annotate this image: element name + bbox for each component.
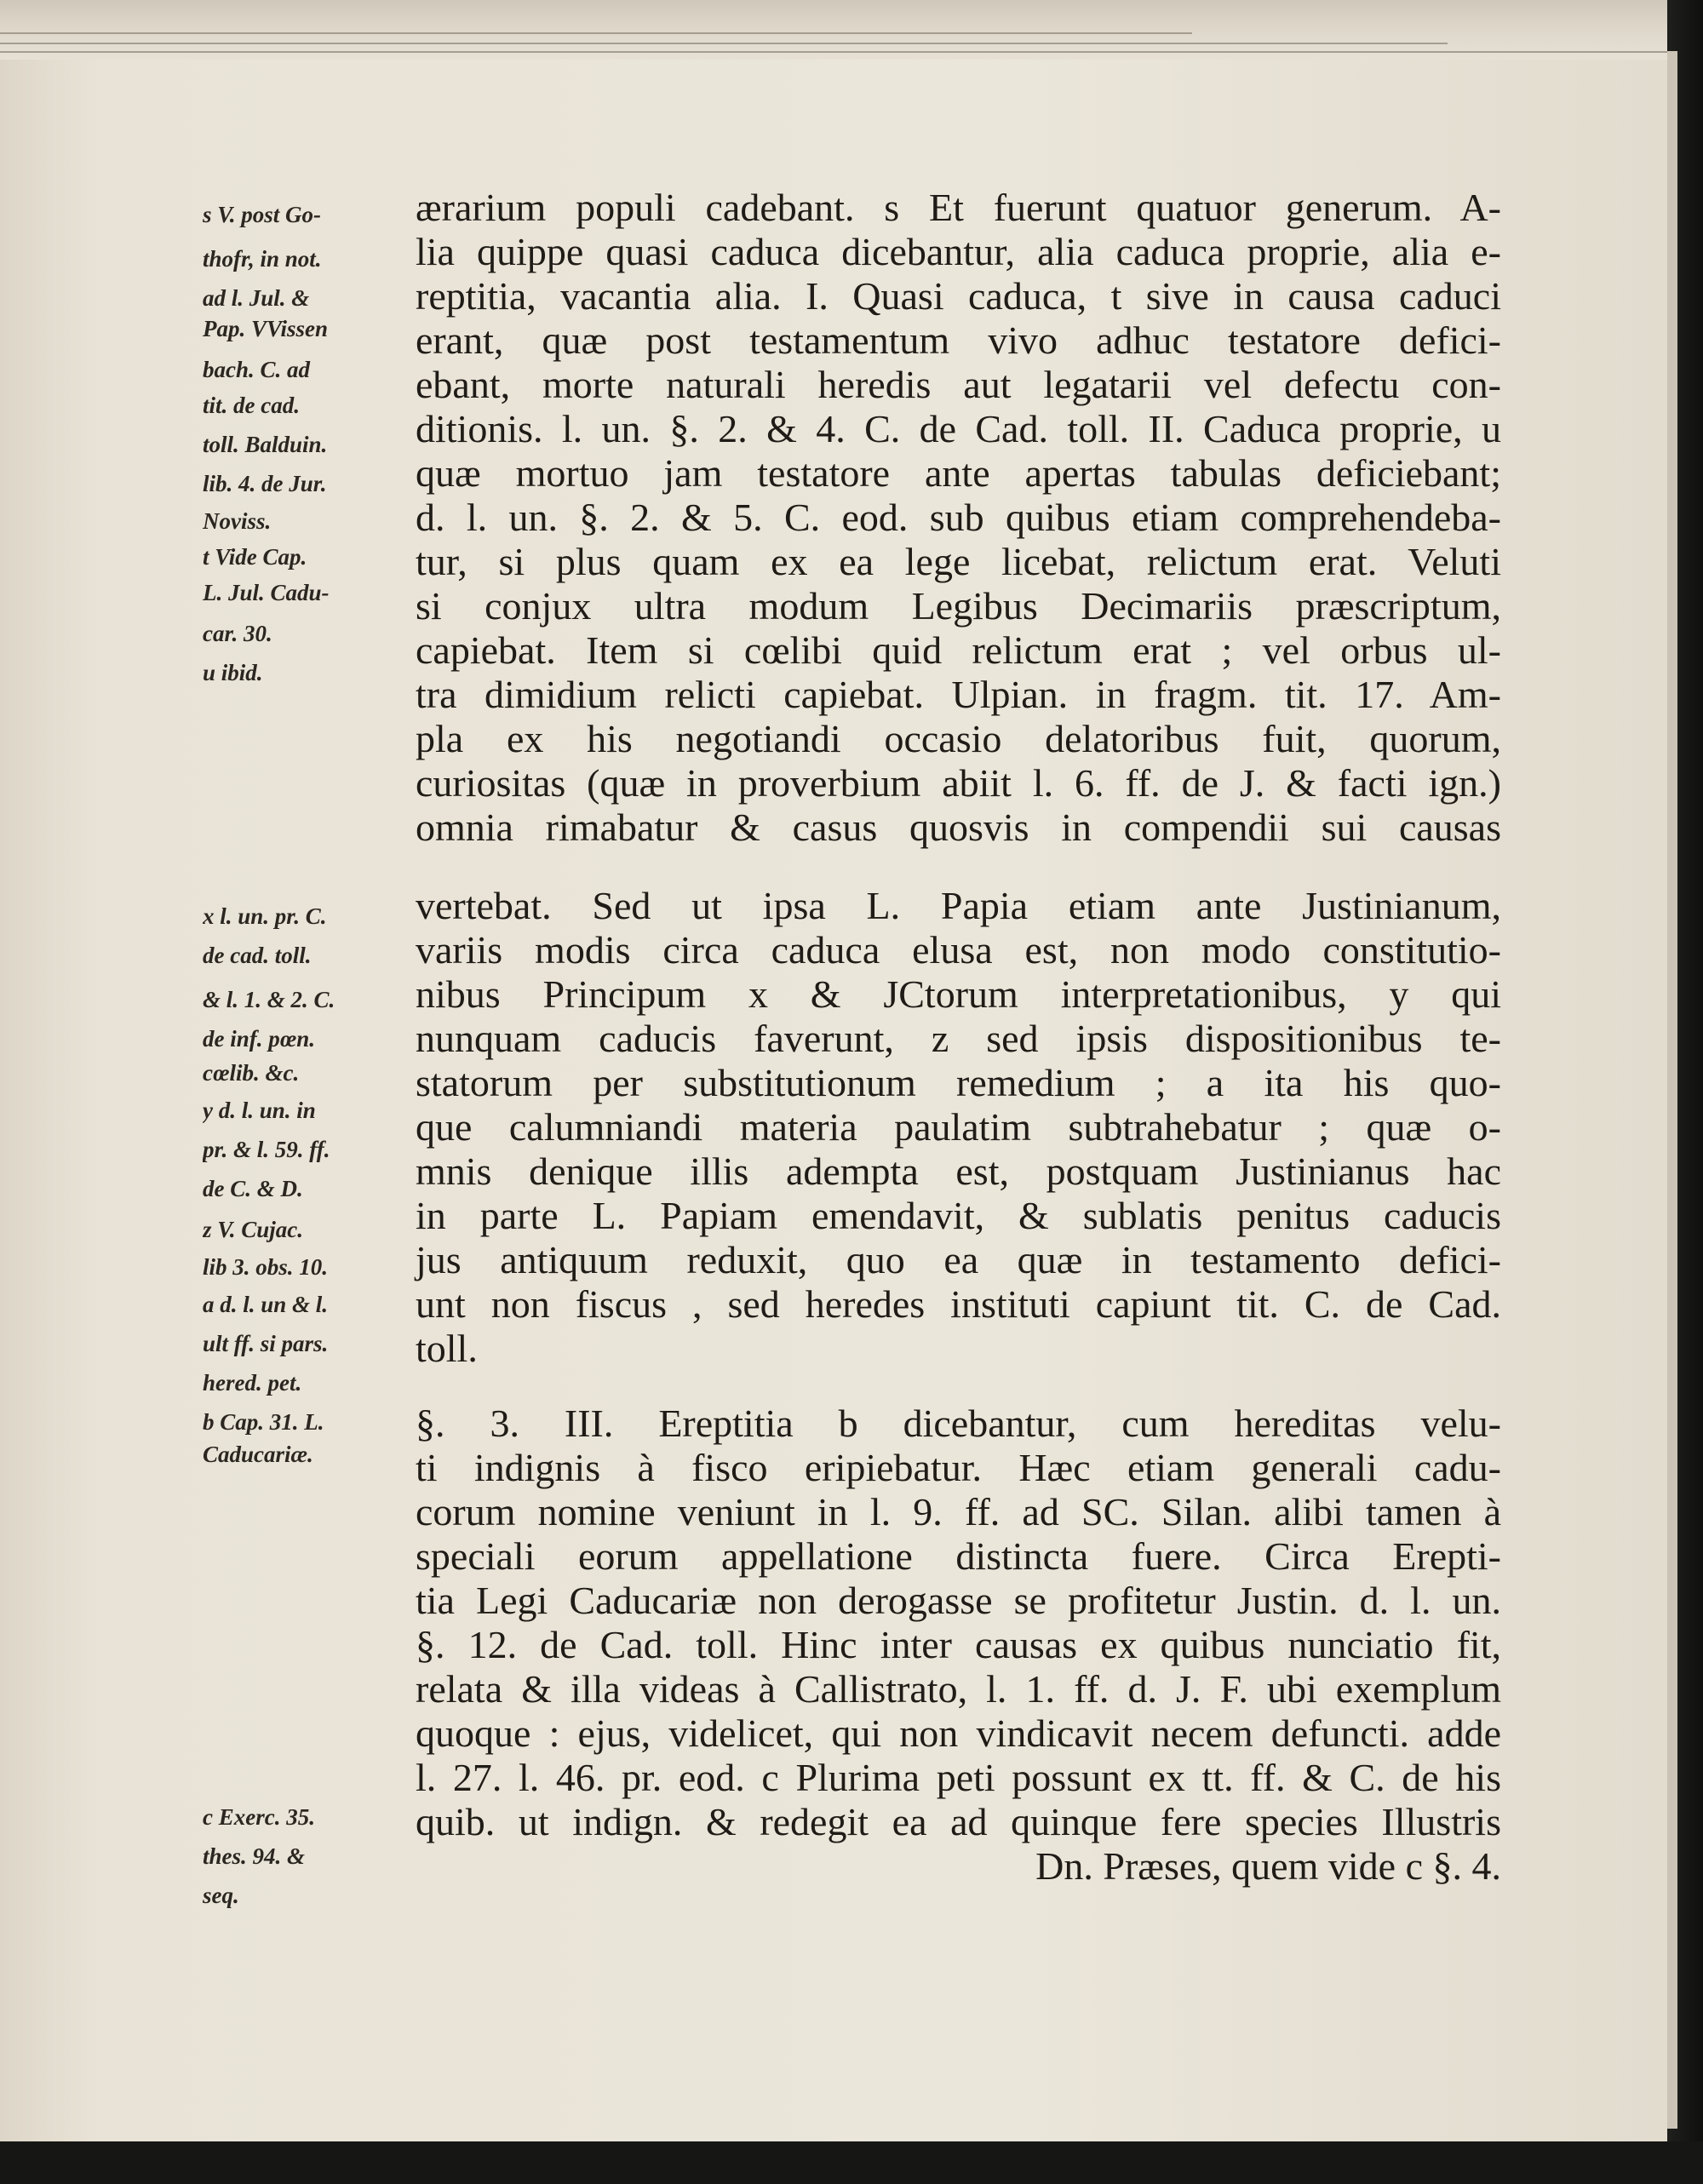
- text-line: ærarium populi cadebant. s Et fuerunt quatuor generum. A-: [416, 186, 1501, 229]
- margin-note: & l. 1. & 2. C.: [203, 987, 335, 1012]
- margin-note: Caducariæ.: [203, 1442, 313, 1467]
- text-line: omnia rimabatur & casus quosvis in compendii sui causas: [416, 805, 1501, 849]
- text-line: nunquam caducis faverunt, z sed ipsis dispositionibus te-: [416, 1017, 1501, 1060]
- page-top-edge: [0, 0, 1667, 60]
- text-line: corum nomine veniunt in l. 9. ff. ad SC. Silan. alibi tamen à: [416, 1490, 1501, 1533]
- text-line: jus antiquum reduxit, quo ea quæ in testamento defici-: [416, 1238, 1501, 1281]
- text-line: statorum per substitutionum remedium ; a ita his quo-: [416, 1061, 1501, 1104]
- margin-note: thofr, in not.: [203, 246, 322, 272]
- text-line: in parte L. Papiam emendavit, & sublatis penitus caducis: [416, 1194, 1501, 1237]
- text-line: que calumniandi materia paulatim subtrahebatur ; quæ o-: [416, 1105, 1501, 1149]
- text-line: ti indignis à fisco eripiebatur. Hæc etiam generali cadu-: [416, 1446, 1501, 1489]
- text-line: capiebat. Item si cœlibi quid relictum erat ; vel orbus ul-: [416, 628, 1501, 672]
- margin-note: Pap. VVissen: [203, 316, 329, 341]
- margin-note: hered. pet.: [203, 1370, 302, 1396]
- margin-note: a d. l. un & l.: [203, 1292, 329, 1317]
- scan-bottom-border: [0, 2141, 1703, 2184]
- margin-note: thes. 94. &: [203, 1843, 306, 1869]
- margin-note: c Exerc. 35.: [203, 1804, 315, 1830]
- margin-note: s V. post Go-: [203, 202, 322, 227]
- text-line: reptitia, vacantia alia. I. Quasi caduca, t sive in causa caduci: [416, 274, 1501, 318]
- margin-note: L. Jul. Cadu-: [203, 580, 330, 605]
- margin-note: pr. & l. 59. ff.: [203, 1137, 330, 1162]
- text-line: erant, quæ post testamentum vivo adhuc testatore defici-: [416, 318, 1501, 362]
- margin-note: cœlib. &c.: [203, 1060, 300, 1086]
- text-line: Dn. Præses, quem vide c §. 4.: [1035, 1844, 1501, 1888]
- text-line: mnis denique illis adempta est, postquam Justinianus hac: [416, 1149, 1501, 1193]
- margin-note: bach. C. ad: [203, 357, 311, 382]
- margin-note: x l. un. pr. C.: [203, 903, 327, 929]
- margin-note: u ibid.: [203, 660, 263, 685]
- margin-note: de cad. toll.: [203, 943, 312, 968]
- margin-note: t Vide Cap.: [203, 544, 307, 570]
- text-line: quæ mortuo jam testatore ante apertas tabulas deficiebant;: [416, 451, 1501, 495]
- text-line: nibus Principum x & JCtorum interpretationibus, y qui: [416, 972, 1501, 1016]
- margin-note: de inf. pœn.: [203, 1026, 316, 1052]
- text-line: speciali eorum appellatione distincta fuere. Circa Erepti-: [416, 1534, 1501, 1578]
- margin-note: de C. & D.: [203, 1176, 303, 1201]
- book-gutter: [1667, 0, 1703, 2184]
- text-line: quoque : ejus, videlicet, qui non vindicavit necem defuncti. adde: [416, 1711, 1501, 1755]
- margin-note: car. 30.: [203, 621, 272, 646]
- text-line: d. l. un. §. 2. & 5. C. eod. sub quibus etiam comprehendeba-: [416, 496, 1501, 539]
- next-page-edge: [1667, 51, 1677, 2129]
- text-line: variis modis circa caduca elusa est, non modo constitutio-: [416, 928, 1501, 972]
- text-line: unt non fiscus , sed heredes instituti capiunt tit. C. de Cad.: [416, 1282, 1501, 1326]
- text-line: l. 27. l. 46. pr. eod. c Plurima peti possunt ex tt. ff. & C. de his: [416, 1756, 1501, 1799]
- text-line: toll.: [416, 1327, 478, 1370]
- text-line: quib. ut indign. & redegit ea ad quinque fere species Illustris: [416, 1800, 1501, 1843]
- text-line: tur, si plus quam ex ea lege licebat, relictum erat. Veluti: [416, 540, 1501, 583]
- margin-note: Noviss.: [203, 508, 272, 534]
- text-line: lia quippe quasi caduca dicebantur, alia caduca proprie, alia e-: [416, 230, 1501, 273]
- text-line: curiositas (quæ in proverbium abiit l. 6. ff. de J. & facti ign.): [416, 761, 1501, 805]
- margin-note: lib 3. obs. 10.: [203, 1254, 329, 1280]
- margin-note: y d. l. un. in: [203, 1098, 316, 1123]
- margin-note: toll. Balduin.: [203, 432, 328, 457]
- margin-note: seq.: [203, 1883, 239, 1908]
- margin-note: ult ff. si pars.: [203, 1331, 329, 1356]
- text-line: §. 12. de Cad. toll. Hinc inter causas ex quibus nunciatio fit,: [416, 1623, 1501, 1666]
- margin-note: ad l. Jul. &: [203, 285, 310, 311]
- text-line: tia Legi Caducariæ non derogasse se profitetur Justin. d. l. un.: [416, 1579, 1501, 1622]
- page-edge-line: [0, 43, 1448, 44]
- text-line: pla ex his negotiandi occasio delatoribus fuit, quorum,: [416, 717, 1501, 760]
- text-line: §. 3. III. Ereptitia b dicebantur, cum hereditas velu-: [416, 1402, 1501, 1445]
- page-edge-line: [0, 32, 1192, 34]
- page-edge-line: [0, 51, 1667, 53]
- text-line: relata & illa videas à Callistrato, l. 1. ff. d. J. F. ubi exemplum: [416, 1667, 1501, 1711]
- text-line: ebant, morte naturali heredis aut legatarii vel defectu con-: [416, 363, 1501, 406]
- text-line: si conjux ultra modum Legibus Decimariis præscriptum,: [416, 584, 1501, 628]
- margin-note: tit. de cad.: [203, 393, 300, 418]
- margin-note: z V. Cujac.: [203, 1217, 304, 1242]
- text-line: tra dimidium relicti capiebat. Ulpian. in fragm. tit. 17. Am-: [416, 673, 1501, 716]
- margin-note: lib. 4. de Jur.: [203, 471, 327, 496]
- text-line: vertebat. Sed ut ipsa L. Papia etiam ante Justinianum,: [416, 884, 1501, 927]
- margin-note: b Cap. 31. L.: [203, 1409, 324, 1435]
- text-line: ditionis. l. un. §. 2. & 4. C. de Cad. toll. II. Caduca proprie, u: [416, 407, 1501, 450]
